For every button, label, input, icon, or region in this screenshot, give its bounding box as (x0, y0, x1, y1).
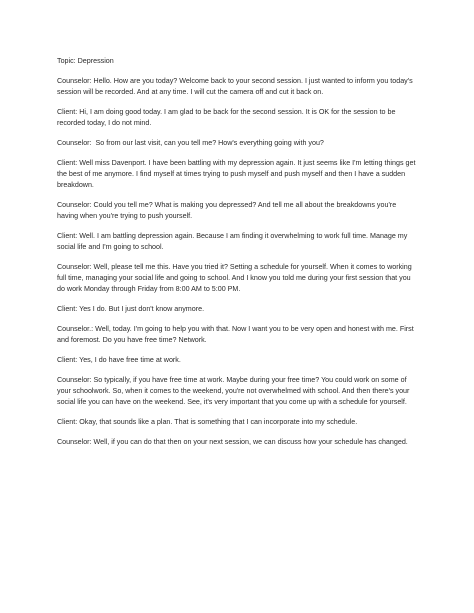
speaker-label: Client: (57, 108, 78, 116)
transcript-paragraph (57, 437, 419, 448)
transcript-paragraph (57, 355, 419, 366)
transcript-paragraph (57, 138, 419, 149)
transcript-paragraph (57, 76, 419, 98)
speaker-label: Counselor: (57, 438, 92, 446)
speaker-label: Client: (57, 305, 78, 313)
paragraph-text: Well, if you can do that then on your next session, we can discuss how your schedule has changed. (93, 438, 408, 446)
speaker-label: Client: (57, 418, 78, 426)
paragraph-text: Well miss Davenport. I have been battling with my depression again. It just seems like I'm letting things get the best of me anymore. I find myself at times trying to push myself and push myself and then I have a sudden breakdown. (57, 159, 416, 189)
transcript-paragraph (57, 375, 419, 408)
transcript-paragraph (57, 304, 419, 315)
transcript-paragraph (57, 231, 419, 253)
paragraph-text: Well, today. I'm going to help you with that. Now I want you to be very open and honest with me. First and foremost. Do you have free time? Network. (57, 325, 414, 344)
paragraph-text: Hi, I am doing good today. I am glad to be back for the second session. It is OK for the session to be recorded today, I do not mind. (57, 108, 396, 127)
speaker-label: Counselor: (57, 201, 92, 209)
speaker-label: Counselor: (57, 263, 92, 271)
transcript-paragraph (57, 158, 419, 191)
speaker-label: Counselor.: (57, 325, 94, 333)
speaker-label: Counselor: (57, 376, 92, 384)
transcript-body (57, 56, 419, 457)
paragraph-text: So typically, if you have free time at work. Maybe during your free time? You could work on some of your schoolwork. So, when it comes to the weekend, you're not overwhelmed with school. And then there's your social life you can have on the weekend. See, it's very important that you come up with a schedule for yourself. (57, 376, 410, 406)
paragraph-text: Well. I am battling depression again. Because I am finding it overwhelming to work full time. Manage my social life and I'm going to school. (57, 232, 408, 251)
transcript-paragraph (57, 324, 419, 346)
speaker-label: Counselor: (57, 139, 92, 147)
transcript-paragraph (57, 417, 419, 428)
speaker-label: Counselor: (57, 77, 92, 85)
speaker-label: Client: (57, 159, 78, 167)
paragraph-text: Could you tell me? What is making you depressed? And tell me all about the breakdowns you're having when you're trying to push yourself. (57, 201, 397, 220)
speaker-label: Client: (57, 232, 78, 240)
paragraph-text: Yes I do. But I just don't know anymore. (79, 305, 205, 313)
document-topic: Topic: Depression (57, 57, 114, 65)
transcript-paragraph (57, 200, 419, 222)
paragraph-text: Hello. How are you today? Welcome back to your second session. I just wanted to inform you today's session will be recorded. And at any time. I will cut the camera off and cut it back on. (57, 77, 413, 96)
paragraph-text: Well, please tell me this. Have you tried it? Setting a schedule for yourself. When it comes to working full time, managing your social life and going to school. And I know you told me during your first session that you do work Monday through Friday from 8:00 AM to 5:00 PM. (57, 263, 412, 293)
transcript-paragraph (57, 262, 419, 295)
speaker-label: Client: (57, 356, 78, 364)
transcript-paragraph (57, 107, 419, 129)
paragraph-text: Okay, that sounds like a plan. That is something that I can incorporate into my schedule. (79, 418, 358, 426)
paragraph-text: Yes, I do have free time at work. (79, 356, 181, 364)
paragraph-text: So from our last visit, can you tell me? How's everything going with you? (95, 139, 324, 147)
